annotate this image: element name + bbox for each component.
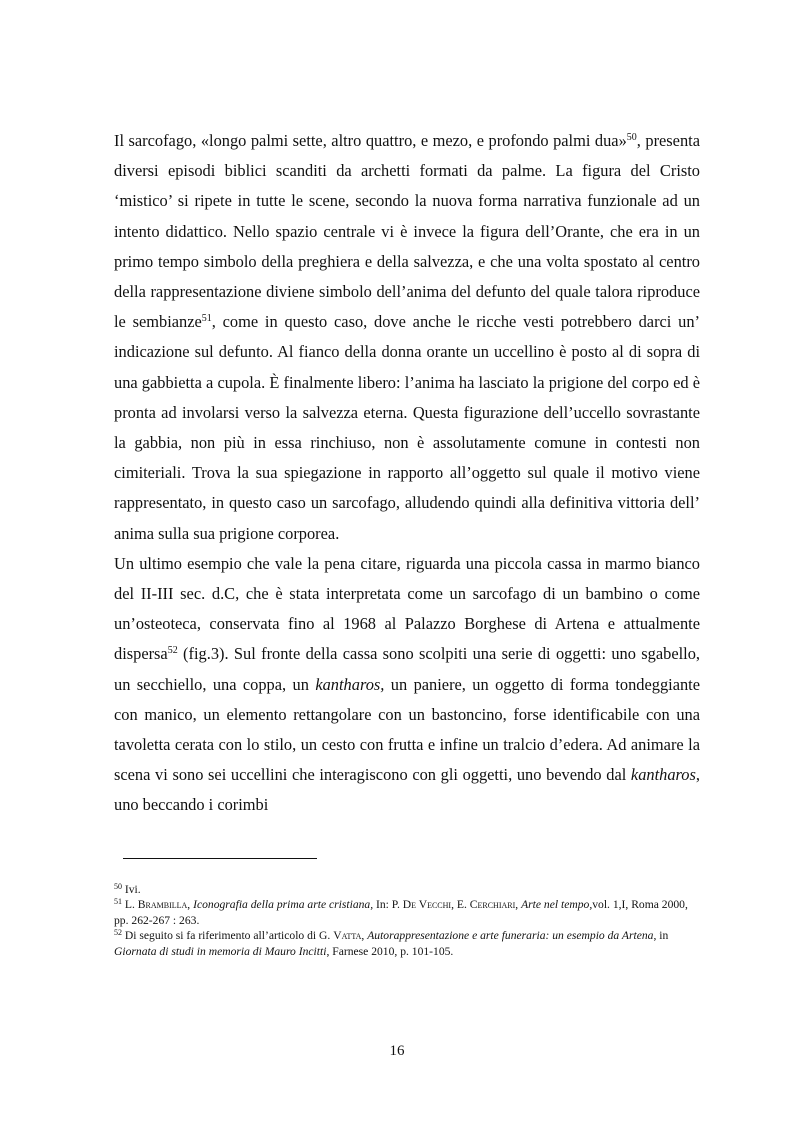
footnote-number: 51 [114, 897, 122, 907]
page-number: 16 [389, 1043, 405, 1059]
footnote-text: Ivi. [122, 883, 141, 896]
text-run: (fig.3). Sul fronte della cassa sono scolpiti una serie di oggetti: uno sgabello, un secchiello, una coppa, un [114, 644, 700, 694]
footnote-ref-52[interactable]: 52 [167, 645, 178, 657]
footnote-text: , [361, 929, 368, 943]
footnote-ref-51[interactable]: 51 [201, 313, 212, 325]
footnote-text: , [515, 898, 522, 912]
footnote-52 [114, 928, 700, 959]
work-title: Arte nel tempo, [521, 898, 593, 912]
footnote-text: , Farnese 2010, p. 101-105. [326, 944, 454, 958]
footnote-text: , [187, 898, 194, 912]
footnote-text: Di seguito si fa riferimento all’articolo di G. [122, 929, 334, 943]
italic-term: kantharos, [315, 674, 385, 694]
footnote-text: , in [653, 929, 669, 943]
text-run: Un ultimo esempio che vale la pena citare, riguarda una piccola cassa in marmo bianco del II-III sec. d.C, che è stata interpretata come un sarcofago di un bambino o come un’osteoteca, conservata fino al 1968 al Palazzo Borghese di Artena e attualmente dispersa [114, 553, 700, 664]
author-name: Cerchiari [469, 898, 516, 912]
footnote-text: , E. [451, 898, 470, 912]
text-run: un paniere, un oggetto di forma tondeggiante con manico, un elemento rettangolare con un bastoncino, forse identificabile con una tavoletta cerata con lo stilo, un cesto con frutta e infine un tralcio d’edera. Ad animare la scena vi sono sei uccellini che interagiscono con gli oggetti, uno bevendo dal [114, 674, 701, 785]
footnote-ref-50[interactable]: 50 [626, 132, 637, 143]
paragraph-cassa [114, 549, 700, 821]
work-title: Autorappresentazione e arte funeraria: un esempio da Artena [367, 929, 654, 943]
work-title: Giornata di studi in memoria di Mauro Incitti [114, 944, 327, 958]
footnote-51 [114, 897, 700, 928]
footnote-number: 50 [114, 882, 122, 891]
text-run: , come in questo caso, dove anche le ricche vesti potrebbero darci un’ indicazione sul defunto. Al fianco della donna orante un uccellino è posto al di sopra di una gabbietta a cupola. È finalmente libero: l’anima ha lasciato la prigione del corpo ed è pronta ad involarsi verso la salvezza eterna. Questa figurazione dell’uccello sovrastante la gabbia, non più in essa rinchiuso, non è assolutamente comune in contesti non cimiteriali. Trova la sua spiegazione in rapporto all’oggetto sul quale il motivo viene rappresentato, in questo caso un sarcofago, alludendo quindi alla definitiva vittoria dell’ anima sulla sua prigione corporea. [114, 312, 700, 543]
author-name: Vatta [333, 929, 362, 943]
work-title: Iconografia della prima arte cristiana, [193, 898, 374, 912]
footnote-text: vol. 1,I, Roma 2000, pp. 262-267 : 263. [114, 898, 688, 927]
footnote-number: 52 [114, 928, 122, 938]
italic-term: kantharos [630, 765, 696, 785]
author-name: Brambilla [137, 898, 188, 912]
footnotes [114, 882, 700, 959]
text-run: , uno beccando i corimbi [114, 765, 700, 815]
paragraph-sarcofago [114, 126, 700, 549]
author-name: De Vecchi [402, 898, 452, 912]
footnote-50 [114, 882, 700, 897]
footnote-text: L. [122, 898, 138, 912]
text-run: Il sarcofago, «longo palmi sette, altro quattro, e mezo, e profondo palmi dua» [114, 131, 627, 150]
footnote-separator [123, 858, 317, 859]
body-text [114, 126, 700, 821]
text-run: , presenta diversi episodi biblici scanditi da archetti formati da palme. La figura del Cristo ‘mistico’ si ripete in tutte le scene, secondo la nuova forma narrativa funzionale ad un intento didattico. Nello spazio centrale vi è invece la figura dell’Orante, che era in un primo tempo simbolo della preghiera e della salvezza, e che una volta spostato al centro della rappresentazione diviene simbolo dell’anima del defunto del quale talora riproduce le sembianze [114, 131, 700, 332]
footnote-text: In: P. [373, 898, 403, 912]
